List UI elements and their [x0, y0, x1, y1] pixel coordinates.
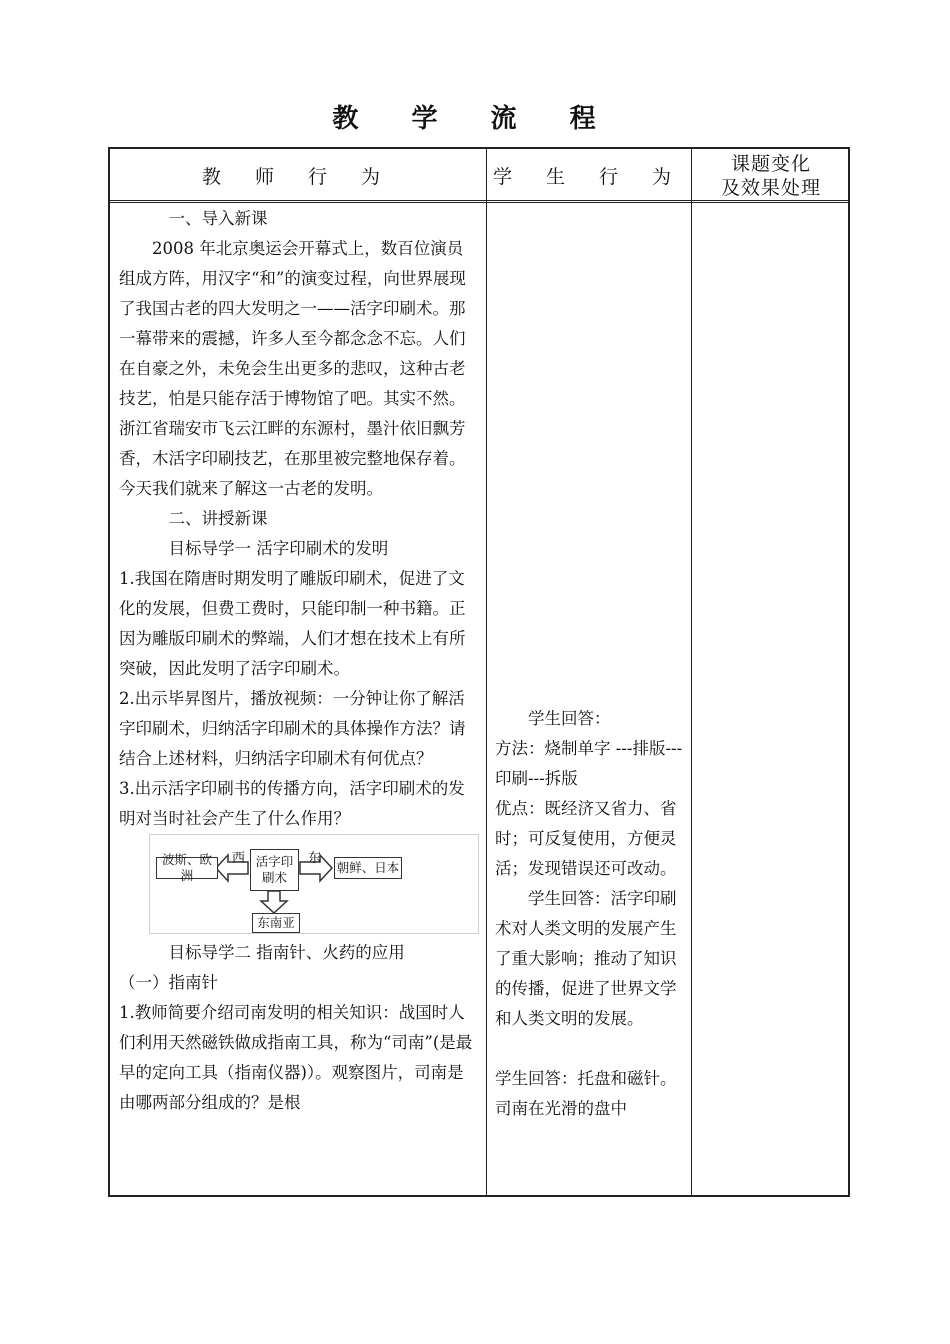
header-notes-line2: 及效果处理: [720, 176, 821, 199]
right-box: 朝鲜、日本: [334, 857, 402, 879]
center-box: 活字印刷术: [250, 849, 299, 891]
header-divider-double: [110, 202, 848, 203]
student-column: [495, 704, 685, 1124]
section-teach-heading: 二、讲授新课: [168, 509, 268, 528]
header-teacher: 教 师 行 为: [201, 166, 395, 188]
teacher-item-1: 1.我国在隋唐时期发明了雕版印刷术，促进了文化的发展，但费工费时，只能印制一种书籍。正因为雕版印刷术的弊端，人们才想在技术上有所突破，因此发明了活字印刷术。: [119, 569, 466, 678]
goal-two-heading: 目标导学二 指南针、火药的应用: [168, 943, 405, 962]
student-answer-2: 学生回答：活字印刷术对人类文明的发展产生了重大影响；推动了知识的传播，促进了世界文学和人类文明的发展。: [495, 889, 677, 1028]
student-answer-1-method: 方法：烧制单字 ---排版---印刷---拆版: [495, 739, 683, 788]
teacher-column: [119, 204, 479, 1118]
west-label: 西: [232, 851, 246, 866]
lesson-flow-table: [108, 147, 850, 1197]
east-label: 东: [308, 851, 322, 866]
section-import-heading: 一、导入新课: [168, 209, 268, 228]
student-answer-1-label: 学生回答：: [528, 709, 611, 728]
column-divider-1: [486, 149, 487, 1195]
page-title: 教 学 流 程: [332, 104, 618, 134]
teacher-item-3: 3.出示活字印刷书的传播方向，活字印刷术的发明对当时社会产生了什么作用？: [119, 779, 465, 828]
teacher-item-4: 1.教师简要介绍司南发明的相关知识：战国时人们利用天然磁铁做成指南工具，称为“司南”(是最早的定向工具（指南仪器)）。观察图片，司南是由哪两部分组成的？是根: [119, 1003, 473, 1112]
goal-one-heading: 目标导学一 活字印刷术的发明: [168, 539, 389, 558]
teacher-item-2: 2.出示毕昇图片，播放视频：一分钟让你了解活字印刷术，归纳活字印刷术的具体操作方法？请结合上述材料，归纳活字印刷术有何优点？: [119, 689, 466, 768]
compass-subheading: （一）指南针: [119, 973, 218, 992]
header-notes-line1: 课题变化: [730, 152, 811, 175]
column-divider-2: [691, 149, 692, 1195]
header-notes: [692, 149, 850, 202]
left-box: 波斯、欧洲: [156, 857, 218, 879]
section-import-text: 2008 年北京奥运会开幕式上，数百位演员组成方阵，用汉字“和”的演变过程，向世界展现了我国古老的四大发明之一——活字印刷术。那一幕带来的震撼，许多人至今都念念不忘。人们在自豪之外，未免会生出更多的悲叹，这种古老技艺，怕是只能存活于博物馆了吧。其实不然。浙江省瑞安市飞云江畔的东源村，墨汁依旧飘芳香，木活字印刷技艺，在那里被完整地保存着。今天我们就来了解这一古老的发明。: [119, 239, 466, 498]
bottom-box: 东南亚: [252, 913, 300, 933]
south-arrow: [261, 891, 287, 913]
student-answer-1-advantages: 优点：既经济又省力、省时；可反复使用，方便灵活；发现错误还可改动。: [495, 799, 677, 878]
spread-diagram: [149, 834, 479, 934]
student-answer-3: 学生回答：托盘和磁针。司南在光滑的盘中: [495, 1069, 677, 1118]
header-student: 学 生 行 为: [492, 166, 686, 188]
